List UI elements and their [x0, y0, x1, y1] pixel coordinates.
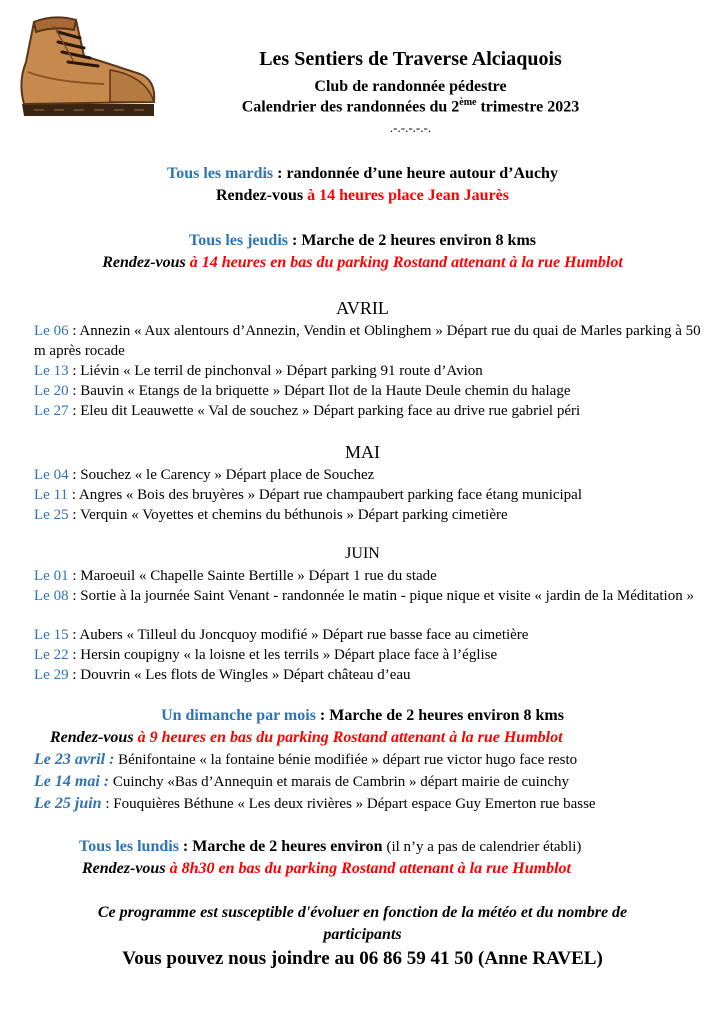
calendar-heading-sup: ème [459, 97, 477, 108]
contact-line: Vous pouvez nous joindre au 06 86 59 41 50 (Anne RAVEL) [122, 948, 603, 969]
entry-text: : Fouquières Béthune « Les deux rivières » Départ espace Guy Emerton rue basse [101, 796, 596, 812]
month-heading-juin: JUIN [345, 545, 380, 562]
entry-date: Le 22 [34, 647, 69, 663]
list-item [34, 625, 714, 645]
entry-date: Le 14 mai : [34, 773, 110, 790]
page-title: Les Sentiers de Traverse Alciaquois [259, 48, 562, 70]
disclaimer-line-1: Ce programme est susceptible d'évoluer en fonction de la météo et du nombre de [97, 904, 628, 921]
dimanche-rdv-detail: à 9 heures en bas du parking Rostand attenant à la rue Humblot [137, 729, 563, 746]
entry-text: : Eleu dit Leauwette « Val de souchez » Départ parking face au drive rue gabriel péri [68, 403, 581, 419]
list-item [34, 795, 596, 813]
list-item [34, 321, 714, 361]
lundis-line [79, 838, 581, 856]
mardis-label: Tous les mardis [167, 165, 274, 182]
entry-text: : Douvrin « Les flots de Wingles » Départ château d’eau [68, 667, 411, 683]
lundis-rdv-detail: à 8h30 en bas du parking Rostand attenant à la rue Humblot [169, 860, 571, 877]
list-item [34, 773, 569, 791]
mardis-rdv-detail: à 14 heures place Jean Jaurès [307, 187, 510, 204]
entry-date: Le 23 avril : [34, 751, 115, 768]
jeudis-rdv [0, 253, 725, 273]
entry-text: Cuinchy «Bas d’Annequin et marais de Cambrin » départ mairie de cuinchy [109, 774, 569, 790]
dimanche-rdv-prefix: Rendez-vous [50, 729, 138, 746]
mardis-line [0, 164, 725, 184]
calendar-heading-post: trimestre 2023 [476, 98, 580, 116]
jeudis-label: Tous les jeudis [189, 232, 288, 249]
entry-text: : Angres « Bois des bruyères » Départ rue champaubert parking face étang municipal [68, 487, 583, 503]
list-item [34, 505, 714, 525]
entry-text: : Aubers « Tilleul du Joncquoy modifié » Départ rue basse face au cimetière [68, 627, 529, 643]
lundis-label: Tous les lundis [79, 838, 179, 855]
lundis-rdv-prefix: Rendez-vous [82, 860, 170, 877]
month-heading-avril: AVRIL [336, 298, 389, 318]
list-item [34, 751, 577, 769]
list-item [34, 586, 714, 606]
mardis-rdv [0, 186, 725, 206]
lundis-note: (il n’y a pas de calendrier établi) [386, 839, 582, 855]
jeudis-line [0, 231, 725, 251]
list-item [34, 465, 714, 485]
list-item [34, 361, 714, 381]
jeudis-text: : Marche de 2 heures environ 8 kms [288, 232, 536, 249]
lundis-rdv [82, 860, 571, 878]
list-item [34, 401, 714, 421]
jeudis-rdv-detail: à 14 heures en bas du parking Rostand attenant à la rue Humblot [189, 254, 623, 271]
entry-date: Le 11 [34, 487, 69, 503]
list-item [34, 485, 714, 505]
list-item [34, 566, 714, 586]
dimanche-line [0, 707, 725, 725]
month-heading-mai: MAI [345, 442, 380, 462]
mardis-text: : randonnée d’une heure autour d’Auchy [273, 165, 558, 182]
entry-date: Le 01 [34, 568, 69, 584]
entry-text: : Sortie à la journée Saint Venant - randonnée le matin - pique nique et visite « jardin de la Méditation » [68, 588, 694, 604]
entry-date: Le 13 [34, 363, 69, 379]
list-item [34, 665, 714, 685]
separator: .-.-.-.-.-. [389, 120, 432, 135]
entry-date: Le 25 juin [34, 795, 102, 812]
entry-date: Le 15 [34, 627, 69, 643]
entry-text: : Verquin « Voyettes et chemins du béthunois » Départ parking cimetière [68, 507, 508, 523]
list-item [34, 645, 714, 665]
entry-date: Le 27 [34, 403, 69, 419]
entry-text: : Liévin « Le terril de pinchonval » Départ parking 91 route d’Avion [68, 363, 483, 379]
entry-date: Le 08 [34, 588, 69, 604]
disclaimer-line-2: participants [323, 926, 402, 943]
club-subtitle: Club de randonnée pédestre [314, 78, 507, 95]
entry-date: Le 06 [34, 323, 69, 339]
calendar-heading-pre: Calendrier des randonnées du 2 [241, 98, 460, 116]
dimanche-rdv [50, 729, 563, 747]
mardis-rdv-prefix: Rendez-vous [215, 187, 308, 204]
entry-text: Bénifontaine « la fontaine bénie modifiée » départ rue victor hugo face resto [114, 752, 578, 768]
entry-date: Le 25 [34, 507, 69, 523]
entry-text: : Annezin « Aux alentours d’Annezin, Vendin et Oblinghem » Départ rue du quai de Marles parking à 50 m après rocade [34, 323, 701, 359]
entry-text: : Hersin coupigny « la loisne et les terrils » Départ place face à l’église [68, 647, 498, 663]
entry-date: Le 29 [34, 667, 69, 683]
dimanche-text: : Marche de 2 heures environ 8 kms [315, 707, 564, 724]
lundis-text: : Marche de 2 heures environ [178, 838, 387, 855]
entry-date: Le 04 [34, 467, 69, 483]
entry-date: Le 20 [34, 383, 69, 399]
calendar-heading [48, 97, 725, 116]
dimanche-label: Un dimanche par mois [161, 707, 316, 724]
entry-text: : Souchez « le Carency » Départ place de Souchez [68, 467, 375, 483]
entry-text: : Bauvin « Etangs de la briquette » Départ Ilot de la Haute Deule chemin du halage [68, 383, 571, 399]
list-item [34, 381, 714, 401]
entry-text: : Maroeuil « Chapelle Sainte Bertille » Départ 1 rue du stade [68, 568, 437, 584]
jeudis-rdv-prefix: Rendez-vous [102, 254, 190, 271]
